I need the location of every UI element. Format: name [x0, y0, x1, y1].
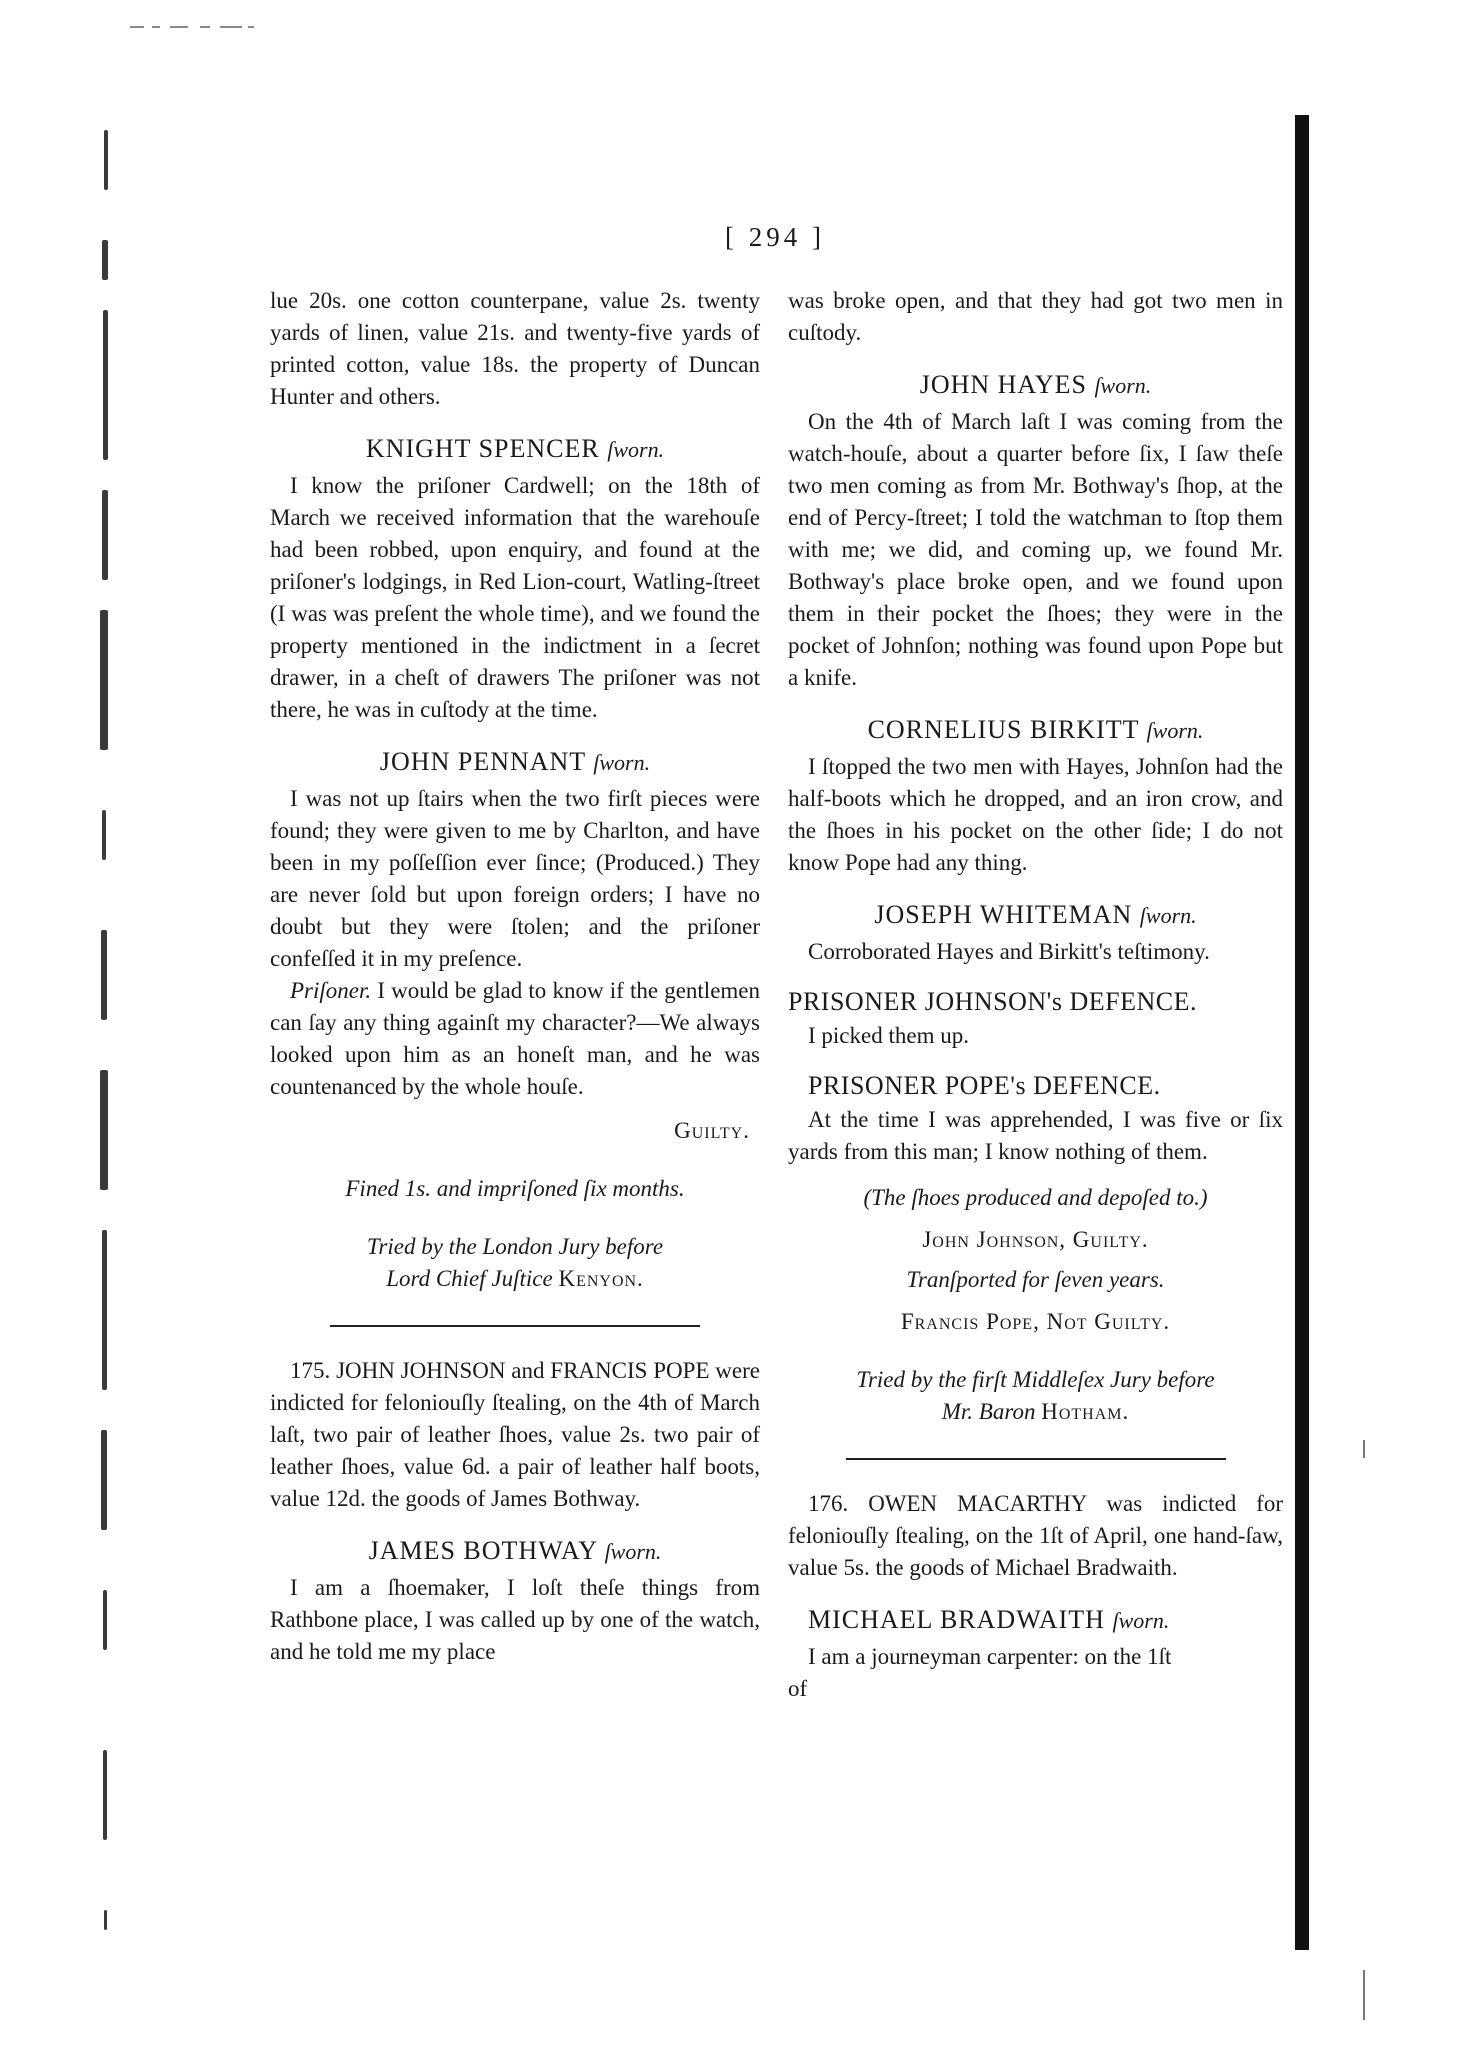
witness-name: JOHN PENNANT [379, 747, 586, 776]
left-column [270, 285, 760, 1668]
tried-line [788, 1396, 1283, 1428]
paragraph: lue 20s. one cotton counterpane, value 2s. twenty yards of linen, value 21s. and twenty-five yards of printed cotton, value 18s. the property of Duncan Hunter and others. [270, 288, 760, 409]
sworn-label: ſworn. [604, 1539, 662, 1564]
prisoner-label: Priſoner. [290, 978, 372, 1003]
tried-line [270, 1263, 760, 1295]
witness-heading [270, 1535, 760, 1568]
right-margin-tick [1363, 1970, 1365, 2020]
witness-name: JOSEPH WHITEMAN [874, 900, 1133, 929]
catchword: of [788, 1676, 808, 1701]
judge-name: Kenyon. [558, 1266, 644, 1291]
testimony: Corroborated Hayes and Birkitt's teſtimony. [808, 939, 1210, 964]
tried-line: Tried by the firſt Middleſex Jury before [856, 1367, 1215, 1392]
section-divider [846, 1458, 1226, 1460]
section-divider [330, 1325, 700, 1327]
judge-name: Hotham. [1041, 1399, 1130, 1424]
sworn-label: ſworn. [607, 437, 665, 462]
right-margin-bar [1295, 115, 1309, 1950]
case-entry: 175. JOHN JOHNSON and FRANCIS POPE were indicted for feloniouſly ſtealing, on the 4th of March laſt, two pair of leather ſhoes, value 2s. two pair of leather ſhoes, value 6d. a pair of leather half boots, value 12d. the goods of James Bothway. [270, 1358, 760, 1511]
prisoner-statement [270, 975, 760, 1103]
sworn-label: ſworn. [1094, 373, 1152, 398]
witness-heading [788, 714, 1283, 747]
witness-name: KNIGHT SPENCER [365, 434, 600, 463]
witness-heading [270, 746, 760, 779]
page-number: [ 294 ] [725, 222, 825, 252]
judge-title: Mr. Baron [941, 1399, 1036, 1424]
witness-name: CORNELIUS BIRKITT [867, 715, 1140, 744]
defence-text: I picked them up. [808, 1023, 969, 1048]
testimony: On the 4th of March laſt I was coming from the watch-houſe, about a quarter before ſix, I ſaw theſe two men coming as from Mr. Bothway's ſhop, at the end of Percy-ſtreet; I told the watchman to ſtop them with me; we did, and coming up, we found Mr. Bothway's place broke open, and we found upon them in their pocket the ſhoes; they were in the pocket of Johnſon; nothing was found upon Pope but a knife. [788, 409, 1283, 690]
sworn-label: ſworn. [593, 750, 651, 775]
witness-name: JAMES BOTHWAY [368, 1536, 598, 1565]
witness-name: JOHN HAYES [919, 370, 1087, 399]
testimony: I know the priſoner Cardwell; on the 18th of March we received information that the warehouſe had been robbed, upon enquiry, and found at the priſoner's lodgings, in Red Lion-court, Watling-ſtreet (I was was preſent the whole time), and we found the property mentioned in the indictment in a ſecret drawer, in a cheſt of drawers The priſoner was not there, he was in cuſtody at the time. [270, 473, 760, 722]
paragraph: was broke open, and that they had got two men in cuſtody. [788, 288, 1283, 345]
sentence: Fined 1s. and impriſoned ſix months. [345, 1176, 685, 1201]
witness-name: MICHAEL BRADWAITH [808, 1605, 1105, 1634]
sworn-label: ſworn. [1112, 1608, 1170, 1633]
right-column [788, 285, 1283, 1705]
defence-text: At the time I was apprehended, I was five or ſix yards from this man; I know nothing of them. [788, 1107, 1283, 1164]
verdict: John Johnson, Guilty. [922, 1227, 1149, 1252]
testimony: I ſtopped the two men with Hayes, Johnſon had the half-boots which he dropped, and an iron crow, and the ſhoes in his pocket on the other ſide; I do not know Pope had any thing. [788, 754, 1283, 875]
right-margin-tick [1363, 1440, 1365, 1458]
tried-line: Tried by the London Jury before [366, 1234, 664, 1259]
witness-heading [270, 433, 760, 466]
testimony: I was not up ſtairs when the two firſt pieces were found; they were given to me by Charlton, and have been in my poſſeſſion ever ſince; (Produced.) They are never ſold but upon foreign orders; I have no doubt but they were ſtolen; and the priſoner confeſſed it in my preſence. [270, 786, 760, 971]
verdict: Francis Pope, Not Guilty. [900, 1309, 1171, 1334]
witness-heading [808, 1604, 1283, 1637]
judge-title: Lord Chief Juſtice [386, 1266, 553, 1291]
scan-artifact-left-edge [96, 110, 114, 1950]
sworn-label: ſworn. [1139, 903, 1197, 928]
scan-artifact-top [130, 20, 260, 32]
case-entry: 176. OWEN MACARTHY was indicted for feloniouſly ſtealing, on the 1ſt of April, one hand-ſaw, value 5s. the goods of Michael Bradwaith. [788, 1491, 1283, 1580]
sentence: Tranſported for ſeven years. [906, 1267, 1165, 1292]
defence-heading: PRISONER JOHNSON's DEFENCE. [788, 987, 1197, 1016]
testimony: I am a journeyman carpenter: on the 1ſt [808, 1644, 1172, 1669]
testimony: I am a ſhoemaker, I loſt theſe things from Rathbone place, I was called up by one of the watch, and he told me my place [270, 1575, 760, 1664]
verdict: Guilty. [674, 1118, 750, 1143]
witness-heading [788, 899, 1283, 932]
note: (The ſhoes produced and depoſed to.) [863, 1185, 1208, 1210]
prisoner-text: I would be glad to know if the gentlemen can ſay any thing againſt my character?—We always looked upon him as an honeſt man, and he was countenanced by the whole houſe. [270, 978, 761, 1099]
sworn-label: ſworn. [1146, 718, 1204, 743]
witness-heading [788, 369, 1283, 402]
defence-heading: PRISONER POPE's DEFENCE. [808, 1071, 1161, 1100]
